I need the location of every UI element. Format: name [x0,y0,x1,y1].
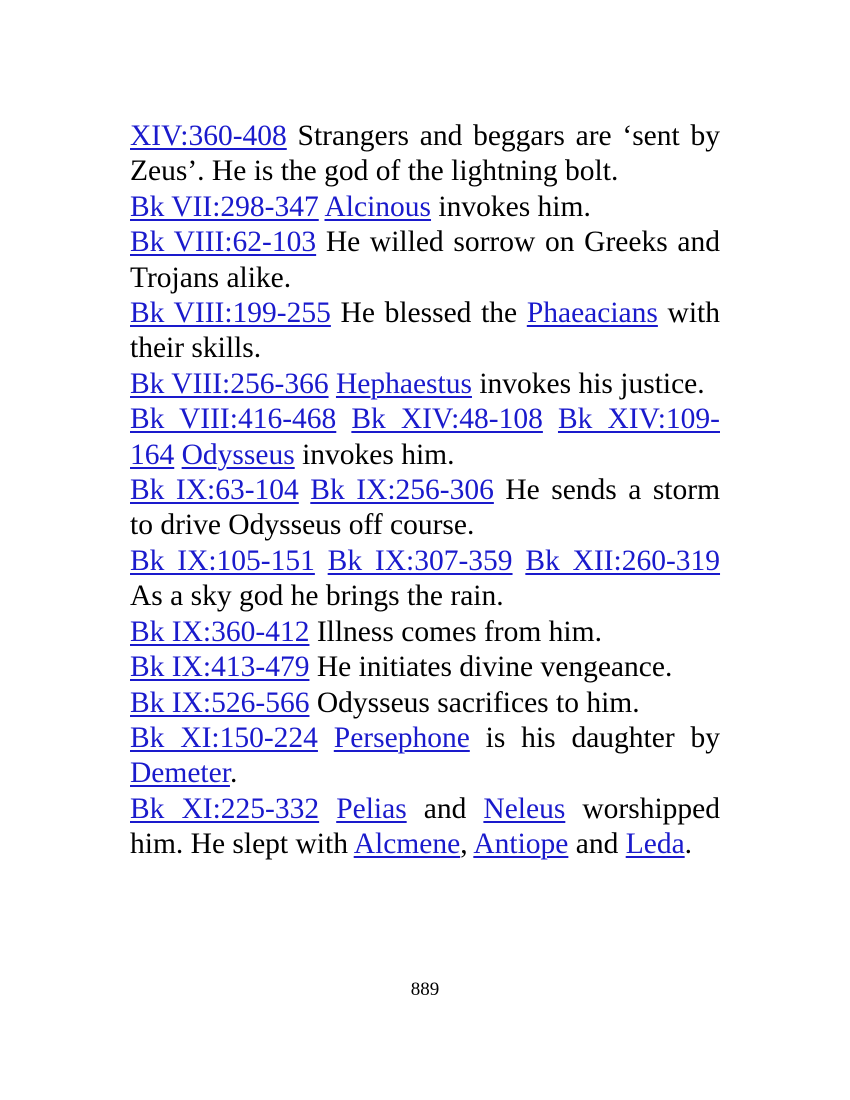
page-number: 889 [410,979,440,1000]
entry-text: is his daughter by [469,721,721,754]
entry-text: , [460,828,474,861]
reference-entry [130,650,720,685]
reference-link[interactable]: Antiope [473,828,569,861]
entry-text: . [684,828,693,861]
reference-entry [130,473,720,544]
reference-link[interactable]: Bk IX:256-306 [310,474,494,507]
reference-link[interactable]: Bk IX:63-104 [130,474,299,507]
entry-text [174,439,181,471]
entry-text: with their skills. [130,297,720,365]
reference-link[interactable]: Odysseus [181,438,295,471]
entry-text: As a sky god he brings the rain. [130,580,504,613]
entry-text: invokes him. [431,190,591,223]
reference-entry [130,402,720,473]
reference-link[interactable]: Pelias [336,792,407,825]
reference-entry [130,721,720,792]
entry-text: He willed sorrow on Greeks and Trojans alike. [130,226,720,294]
entry-text: He sends a storm to drive Odysseus off course. [130,474,721,542]
reference-link[interactable]: Alcmene [353,828,461,861]
reference-link[interactable]: Bk IX:413-479 [130,651,310,684]
entry-text [299,474,310,506]
reference-link[interactable]: Alcinous [324,190,432,223]
reference-link[interactable]: Bk XIV:109-164 [130,403,720,471]
reference-link[interactable]: Leda [625,828,685,861]
reference-link[interactable]: Bk VIII:62-103 [130,226,317,259]
entry-text [319,793,336,825]
reference-link[interactable]: Persephone [333,721,470,754]
entry-text: Odysseus sacrifices to him. [309,686,640,719]
entry-text: He blessed the [330,297,527,330]
entry-text [318,722,334,754]
reference-link[interactable]: Bk VIII:199-255 [130,297,331,330]
reference-link[interactable]: Bk IX:360-412 [130,615,310,648]
entry-text: worshipped him. He slept with [130,792,721,861]
reference-link[interactable]: Bk VIII:416-468 [130,403,337,436]
reference-link[interactable]: Bk XII:260-319 [525,544,721,577]
reference-link[interactable]: Hephaestus [335,367,472,400]
reference-link[interactable]: XIV:360-408 [130,120,287,152]
entry-text [513,545,526,577]
reference-link[interactable]: Demeter [130,757,230,790]
reference-link[interactable]: Bk IX:307-359 [327,544,513,577]
reference-entry [130,296,720,367]
reference-entry [130,225,720,296]
reference-entry [130,367,720,402]
reference-entry [130,119,720,190]
entry-text: Illness comes from him. [309,615,602,648]
entry-text: He initiates divine vengeance. [309,651,673,684]
reference-entry [130,686,720,721]
entry-text: . [229,757,238,790]
entry-text: invokes his justice. [471,367,705,400]
reference-link[interactable]: Bk XI:225-332 [130,792,320,825]
reference-link[interactable]: Bk XIV:48-108 [351,403,543,436]
reference-link[interactable]: Bk IX:105-151 [130,544,315,577]
reference-link[interactable]: Bk XI:150-224 [130,721,318,754]
entry-text: invokes him. [294,438,455,471]
entry-text [329,368,336,400]
reference-link[interactable]: Phaeacians [526,297,658,330]
entry-text [336,403,351,435]
entry-text: and [568,828,626,861]
reference-entry [130,544,720,615]
reference-link[interactable]: Neleus [483,792,566,825]
reference-entry [130,190,720,225]
reference-entry [130,615,720,650]
reference-list [130,119,720,863]
entry-text [543,403,558,435]
reference-entry [130,792,720,863]
reference-link[interactable]: Bk IX:526-566 [130,686,310,719]
reference-link[interactable]: Bk VII:298-347 [130,190,319,223]
entry-text [315,545,328,577]
entry-text: Strangers and beggars are ‘sent by Zeus’. He is the god of the lightning bolt. [130,120,720,188]
entry-text: and [406,792,484,825]
reference-link[interactable]: Bk VIII:256-366 [130,367,329,400]
